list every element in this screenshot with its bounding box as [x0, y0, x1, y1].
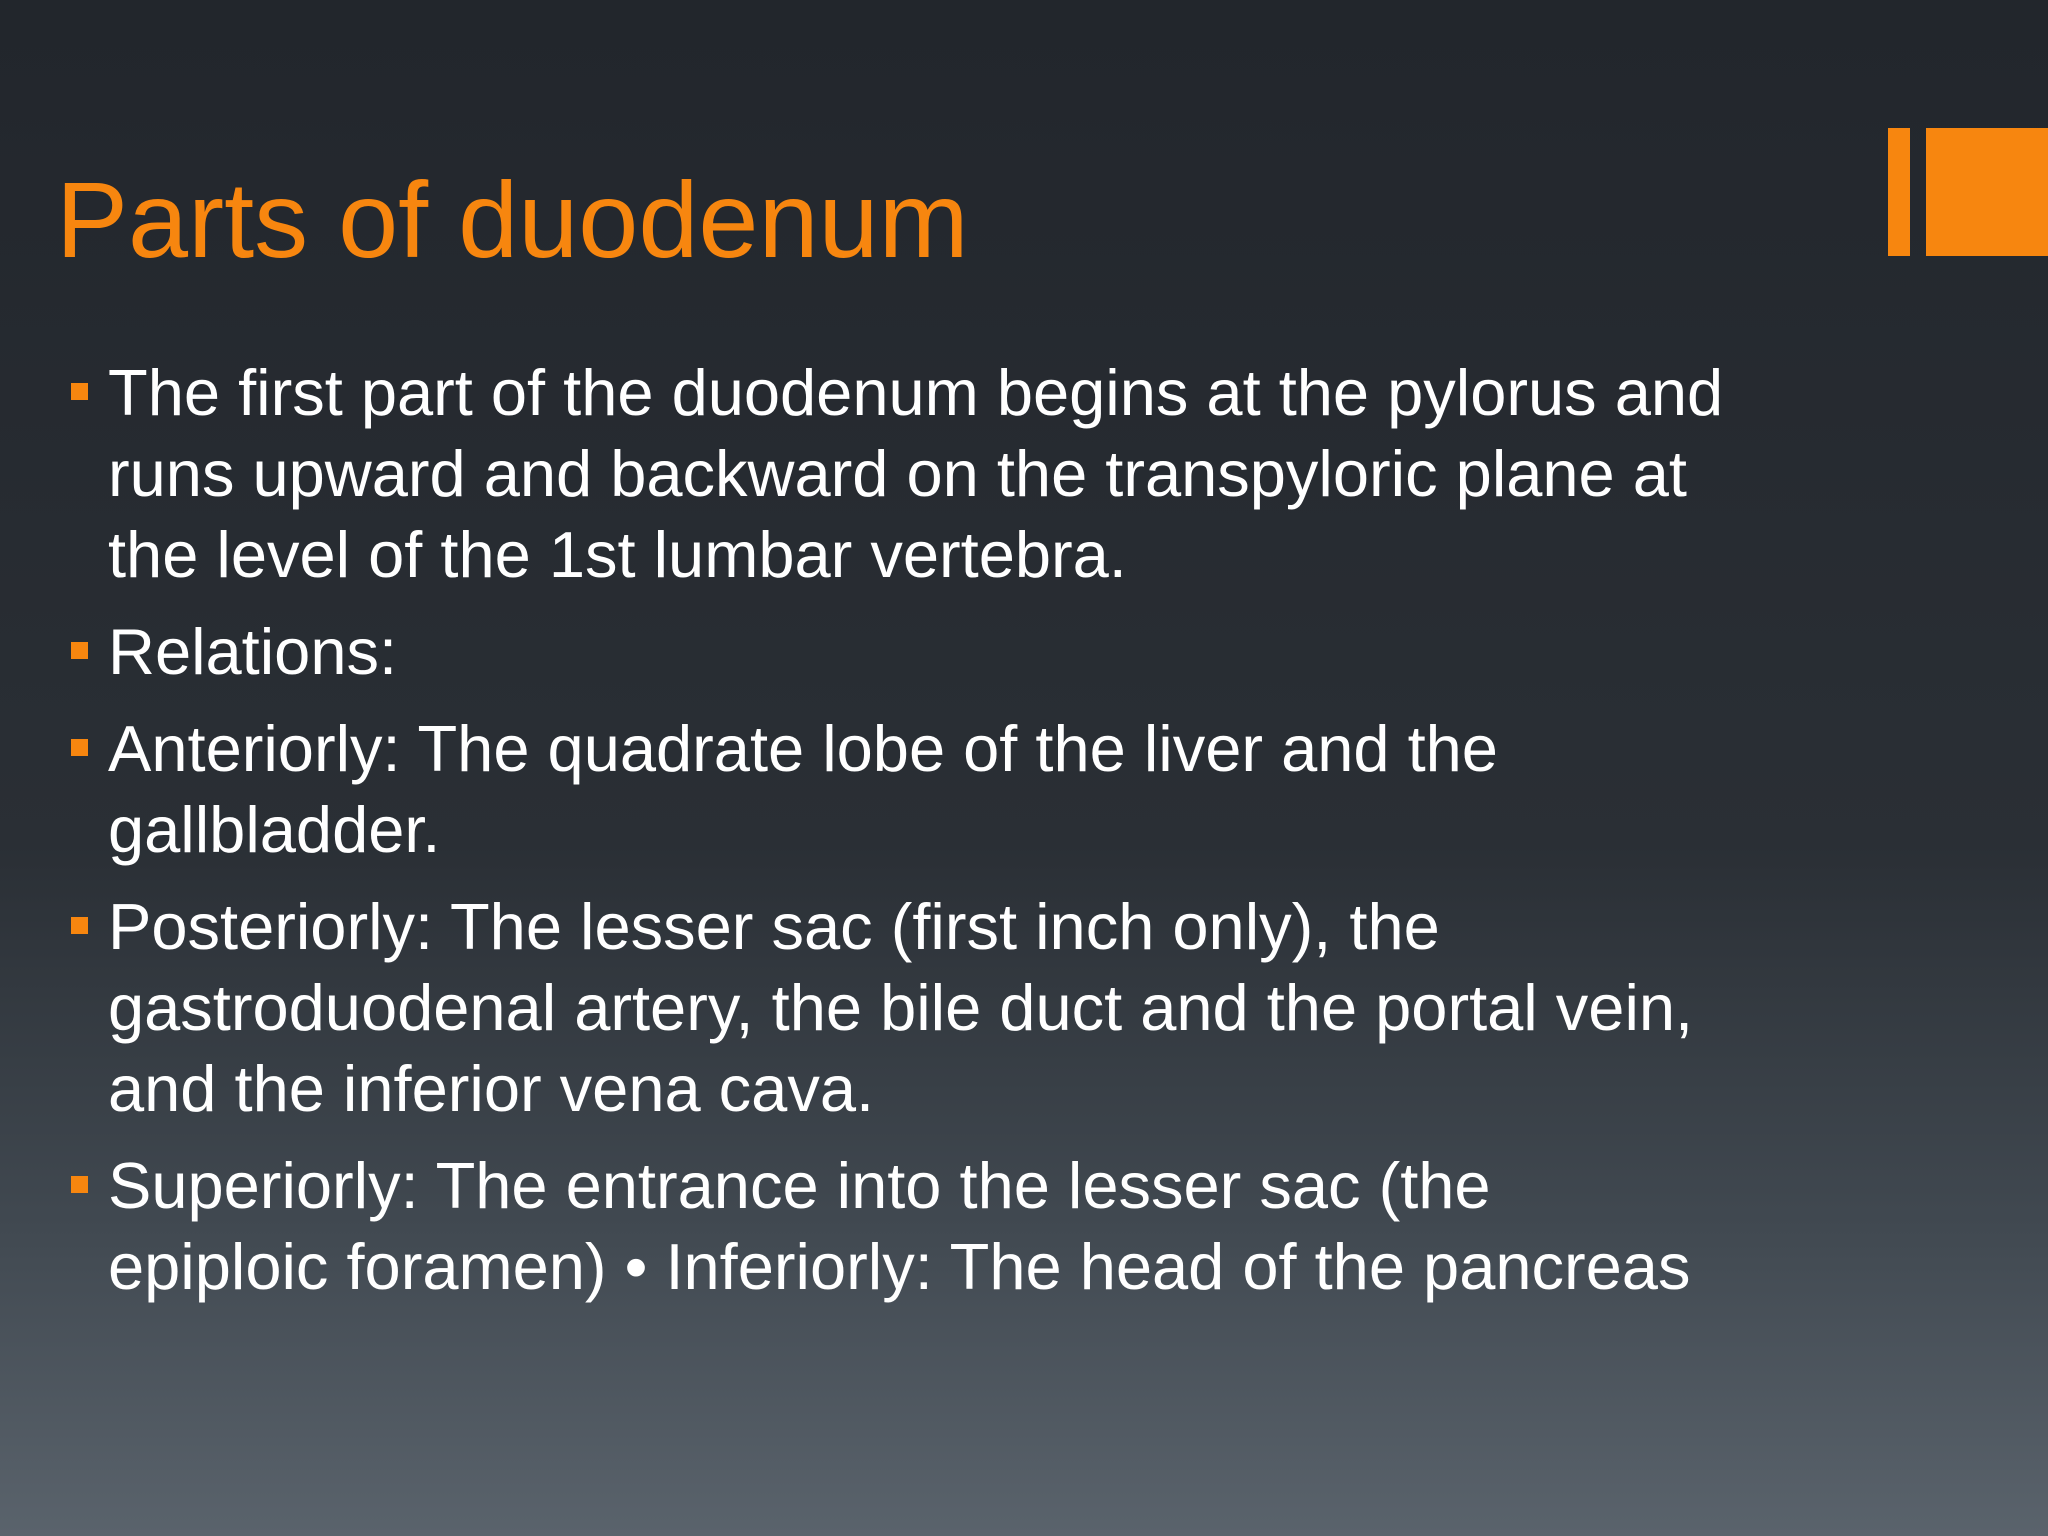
bullet-line: and the inferior vena cava. [108, 1052, 875, 1125]
bullet-marker [71, 642, 88, 659]
bullet-line: epiploic foramen) • Inferiorly: The head of the pancreas [108, 1230, 1691, 1303]
bullet-item [68, 1145, 1848, 1307]
bullet-item [68, 611, 1848, 692]
bullet-line: Superiorly: The entrance into the lesser sac (the [108, 1149, 1491, 1222]
bullet-marker [71, 383, 88, 400]
bullet-line: runs upward and backward on the transpyloric plane at [108, 437, 1687, 510]
slide-title: Parts of duodenum [56, 159, 969, 280]
bullet-item [68, 352, 1848, 595]
bullet-line: The first part of the duodenum begins at the pylorus and [108, 356, 1724, 429]
bullet-marker [71, 739, 88, 756]
bullet-line: Anteriorly: The quadrate lobe of the liver and the [108, 712, 1498, 785]
bullet-line: the level of the 1st lumbar vertebra. [108, 518, 1127, 591]
bullet-item [68, 886, 1848, 1129]
bullet-line: Posteriorly: The lesser sac (first inch only), the [108, 890, 1440, 963]
bullet-item [68, 708, 1848, 870]
bullet-list [68, 352, 1848, 1323]
bullet-marker [71, 1176, 88, 1193]
accent-bar [1888, 128, 1910, 256]
accent-block [1926, 128, 2048, 256]
bullet-line: gallbladder. [108, 793, 441, 866]
bullet-line: gastroduodenal artery, the bile duct and the portal vein, [108, 971, 1694, 1044]
bullet-line: Relations: [108, 615, 398, 688]
bullet-marker [71, 917, 88, 934]
